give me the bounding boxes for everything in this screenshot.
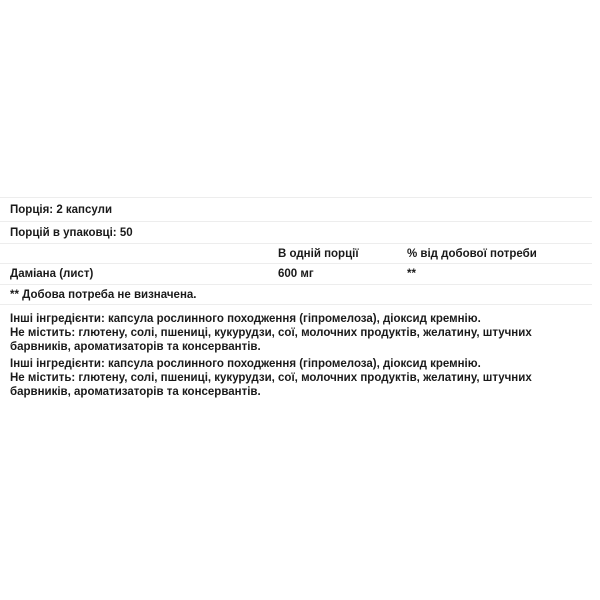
footnote-row	[0, 284, 592, 305]
serving-size-text: Порція: 2 капсули	[10, 203, 113, 216]
ingredient-daily-value: **	[407, 268, 416, 280]
other-ingredients-paragraph-2	[0, 357, 589, 399]
amount-per-serving-header: В одній порції	[278, 247, 359, 260]
serving-size-row	[0, 197, 592, 221]
table-row	[0, 263, 592, 284]
servings-per-container-text: Порцій в упаковці: 50	[10, 226, 133, 239]
footnote-text: ** Добова потреба не визначена.	[10, 288, 197, 301]
ingredient-name: Даміана (лист)	[10, 268, 94, 280]
does-not-contain-text: Не містить: глютену, солі, пшениці, кукурудзи, сої, молочних продуктів, желатину, штучних барвників, ароматизаторів та консервантів.	[10, 372, 532, 398]
ingredient-amount: 600 мг	[278, 268, 314, 280]
other-ingredients-paragraph-1	[0, 312, 589, 354]
servings-per-container-row	[0, 221, 592, 243]
other-ingredients-text: Інші інгредієнти: капсула рослинного походження (гіпромелоза), діоксид кремнію.	[10, 358, 481, 370]
other-ingredients-text: Інші інгредієнти: капсула рослинного походження (гіпромелоза), діоксид кремнію.	[10, 313, 481, 325]
percent-daily-value-header: % від добової потреби	[407, 247, 537, 260]
does-not-contain-text: Не містить: глютену, солі, пшениці, кукурудзи, сої, молочних продуктів, желатину, штучних барвників, ароматизаторів та консервантів.	[10, 327, 532, 353]
supplement-facts-table	[0, 197, 592, 305]
table-header-row	[0, 243, 592, 263]
